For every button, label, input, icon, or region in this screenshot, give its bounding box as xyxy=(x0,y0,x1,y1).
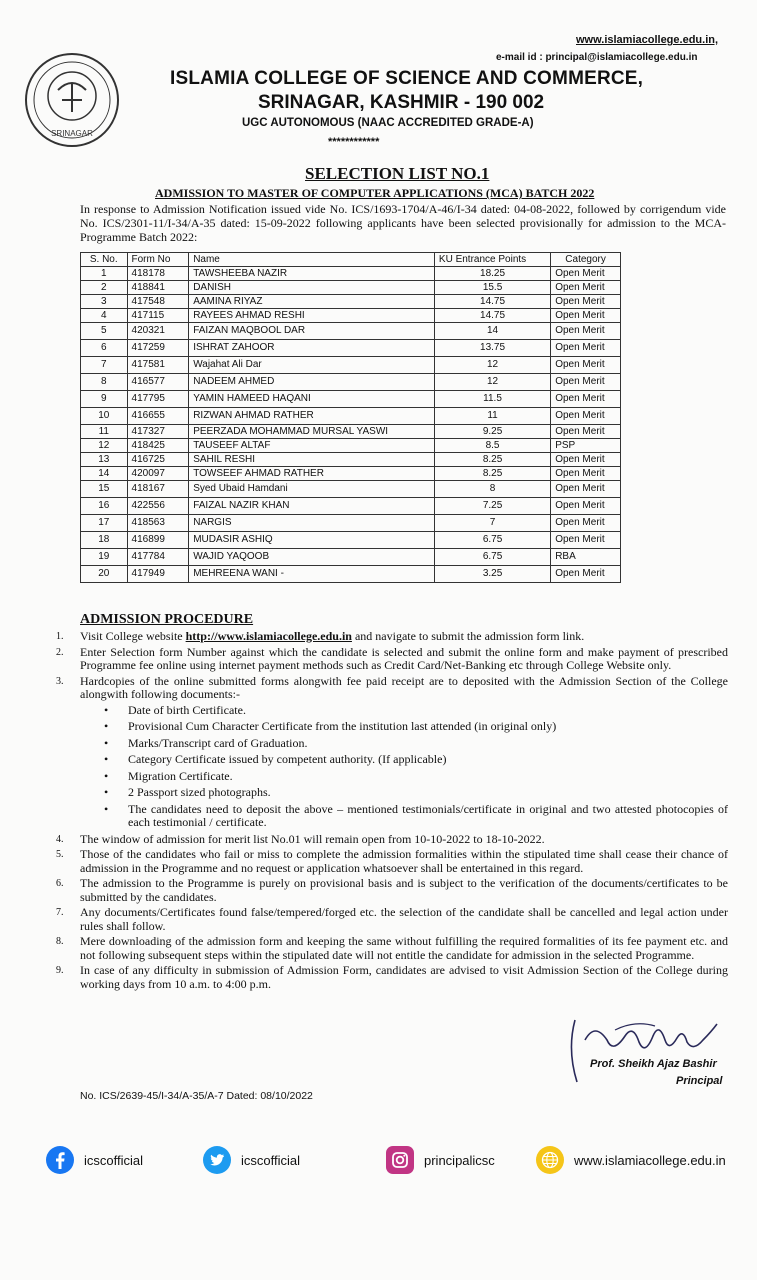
cell-sno: 2 xyxy=(81,281,128,295)
cell-name: RIZWAN AHMAD RATHER xyxy=(189,408,435,425)
cell-sno: 1 xyxy=(81,267,128,281)
item-text: The window of admission for merit list No.01 will remain open from 10-10-2022 to 18-10-2022. xyxy=(80,831,545,846)
logo-text: SRINAGAR xyxy=(51,129,93,138)
cell-name: NADEEM AHMED xyxy=(189,374,435,391)
item-text: Visit College website xyxy=(80,629,186,643)
col-sno: S. No. xyxy=(81,253,128,267)
item-text: and navigate to submit the admission form link. xyxy=(351,629,585,643)
cell-sno: 10 xyxy=(81,408,128,425)
cell-points: 9.25 xyxy=(434,425,550,439)
cell-sno: 20 xyxy=(81,566,128,583)
cell-sno: 6 xyxy=(81,340,128,357)
cell-category: Open Merit xyxy=(551,481,621,498)
header-email: e-mail id : principal@islamiacollege.edu.in xyxy=(496,52,698,63)
item-number: 3. xyxy=(56,675,64,687)
cell-points: 11 xyxy=(434,408,550,425)
cell-category: Open Merit xyxy=(551,323,621,340)
college-logo xyxy=(22,50,122,150)
procedure-item-3 xyxy=(56,675,728,702)
table-row xyxy=(81,267,621,281)
cell-points: 6.75 xyxy=(434,549,550,566)
cell-form-no: 418841 xyxy=(127,281,189,295)
cell-form-no: 416725 xyxy=(127,453,189,467)
cell-points: 14.75 xyxy=(434,295,550,309)
document-item: • Date of birth Certificate. xyxy=(104,702,246,717)
table-row xyxy=(81,481,621,498)
cell-points: 15.5 xyxy=(434,281,550,295)
table-row xyxy=(81,498,621,515)
cell-category: Open Merit xyxy=(551,425,621,439)
signatory-designation: Principal xyxy=(676,1075,723,1087)
cell-category: Open Merit xyxy=(551,391,621,408)
cell-form-no: 417327 xyxy=(127,425,189,439)
document-item: • Category Certificate issued by competent authority. (If applicable) xyxy=(104,752,447,766)
cell-name: SAHIL RESHI xyxy=(189,453,435,467)
reference-number: No. ICS/2639-45/I-34/A-35/A-7 Dated: 08/10/2022 xyxy=(80,1090,313,1102)
cell-points: 14.75 xyxy=(434,309,550,323)
instagram-handle: principalicsc xyxy=(424,1152,495,1168)
col-points: KU Entrance Points xyxy=(434,253,550,267)
cell-category: Open Merit xyxy=(551,498,621,515)
page-title: SELECTION LIST NO.1 xyxy=(305,164,490,183)
facebook-icon xyxy=(46,1146,74,1174)
table-row xyxy=(81,408,621,425)
cell-name: PEERZADA MOHAMMAD MURSAL YASWI xyxy=(189,425,435,439)
table-row xyxy=(81,309,621,323)
header-stars: ************ xyxy=(328,136,380,148)
cell-form-no: 420097 xyxy=(127,467,189,481)
cell-points: 8.25 xyxy=(434,467,550,481)
procedure-item-2 xyxy=(56,646,728,673)
cell-form-no: 416655 xyxy=(127,408,189,425)
cell-sno: 17 xyxy=(81,515,128,532)
footer-twitter[interactable] xyxy=(203,1146,300,1174)
cell-name: TAUSEEF ALTAF xyxy=(189,439,435,453)
table-row xyxy=(81,374,621,391)
cell-sno: 7 xyxy=(81,357,128,374)
cell-sno: 16 xyxy=(81,498,128,515)
item-number: 2. xyxy=(56,646,64,658)
item-text: Hardcopies of the online submitted forms alongwith fee paid receipt are to deposited with the Admission Section of the College alongwith following documents:- xyxy=(80,673,728,701)
table-row xyxy=(81,425,621,439)
cell-name: TAWSHEEBA NAZIR xyxy=(189,267,435,281)
cell-points: 8.25 xyxy=(434,453,550,467)
cell-points: 8 xyxy=(434,481,550,498)
cell-name: AAMINA RIYAZ xyxy=(189,295,435,309)
item-number: 9. xyxy=(56,965,64,976)
cell-points: 3.25 xyxy=(434,566,550,583)
instagram-icon xyxy=(386,1146,414,1174)
cell-points: 6.75 xyxy=(434,532,550,549)
procedure-item-6 xyxy=(56,877,728,904)
cell-name: Syed Ubaid Hamdani xyxy=(189,481,435,498)
cell-sno: 12 xyxy=(81,439,128,453)
cell-sno: 14 xyxy=(81,467,128,481)
table-row xyxy=(81,439,621,453)
bullet: • xyxy=(104,702,109,717)
bullet: • xyxy=(104,752,109,766)
cell-name: Wajahat Ali Dar xyxy=(189,357,435,374)
cell-category: Open Merit xyxy=(551,374,621,391)
table-row xyxy=(81,467,621,481)
procedure-item-5 xyxy=(56,848,728,875)
bullet: • xyxy=(104,785,109,799)
cell-category: Open Merit xyxy=(551,309,621,323)
cell-name: NARGIS xyxy=(189,515,435,532)
table-row xyxy=(81,281,621,295)
item-text: In case of any difficulty in submission of Admission Form, candidates are advised to visit Admission Section of the College during working days from 10 a.m. to 4:00 p.m. xyxy=(80,963,728,991)
cell-form-no: 418178 xyxy=(127,267,189,281)
cell-points: 14 xyxy=(434,323,550,340)
college-name: ISLAMIA COLLEGE OF SCIENCE AND COMMERCE, xyxy=(170,68,644,89)
cell-name: YAMIN HAMEED HAQANI xyxy=(189,391,435,408)
col-name: Name xyxy=(189,253,435,267)
table-row xyxy=(81,357,621,374)
procedure-list xyxy=(56,630,728,993)
twitter-handle: icscofficial xyxy=(241,1152,301,1168)
cell-form-no: 417795 xyxy=(127,391,189,408)
cell-name: FAIZAL NAZIR KHAN xyxy=(189,498,435,515)
cell-name: MEHREENA WANI - xyxy=(189,566,435,583)
table-row xyxy=(81,323,621,340)
item-text: Those of the candidates who fail or miss to complete the admission formalities within the stipulated time shall cease their chance of admission in the Programme and no request or application whatsoever shall be entertained in this regard. xyxy=(80,847,728,875)
cell-form-no: 417259 xyxy=(127,340,189,357)
table-body xyxy=(81,267,621,583)
table-row xyxy=(81,391,621,408)
cell-form-no: 418563 xyxy=(127,515,189,532)
signatory-name: Prof. Sheikh Ajaz Bashir xyxy=(590,1058,717,1070)
college-city: SRINAGAR, KASHMIR - 190 002 xyxy=(258,92,545,113)
item-number: 1. xyxy=(56,631,64,642)
cell-category: Open Merit xyxy=(551,467,621,481)
procedure-item-8 xyxy=(56,935,728,962)
selection-table xyxy=(80,252,621,583)
procedure-item-1 xyxy=(56,630,728,644)
cell-form-no: 417548 xyxy=(127,295,189,309)
document-item: • The candidates need to deposit the above – mentioned testimonials/certificate in original and two attested photocopies of each testimonial / certificate. xyxy=(104,801,728,829)
item-number: 6. xyxy=(56,878,64,889)
bullet: • xyxy=(104,735,109,750)
cell-sno: 3 xyxy=(81,295,128,309)
cell-name: MUDASIR ASHIQ xyxy=(189,532,435,549)
cell-name: TOWSEEF AHMAD RATHER xyxy=(189,467,435,481)
facebook-handle: icscofficial xyxy=(84,1152,144,1168)
cell-points: 12 xyxy=(434,374,550,391)
cell-category: Open Merit xyxy=(551,267,621,281)
cell-category: Open Merit xyxy=(551,515,621,532)
col-category: Category xyxy=(551,253,621,267)
cell-category: Open Merit xyxy=(551,295,621,309)
cell-name: ISHRAT ZAHOOR xyxy=(189,340,435,357)
cell-points: 13.75 xyxy=(434,340,550,357)
bullet: • xyxy=(104,719,109,733)
cell-category: Open Merit xyxy=(551,532,621,549)
footer-website[interactable] xyxy=(536,1146,726,1174)
item-number: 5. xyxy=(56,849,64,860)
cell-sno: 15 xyxy=(81,481,128,498)
cell-form-no: 416577 xyxy=(127,374,189,391)
table-row xyxy=(81,549,621,566)
document-item: • Provisional Cum Character Certificate from the institution last attended (in original only) xyxy=(104,719,557,733)
cell-category: Open Merit xyxy=(551,281,621,295)
cell-sno: 13 xyxy=(81,453,128,467)
globe-icon xyxy=(536,1146,564,1174)
item-number: 7. xyxy=(56,907,64,918)
table-row xyxy=(81,453,621,467)
cell-sno: 5 xyxy=(81,323,128,340)
table-row xyxy=(81,532,621,549)
cell-form-no: 417949 xyxy=(127,566,189,583)
college-website-link[interactable]: http://www.islamiacollege.edu.in xyxy=(185,629,352,643)
cell-category: PSP xyxy=(551,439,621,453)
intro-paragraph: In response to Admission Notification issued vide No. ICS/1693-1704/A-46/I-34 dated: 04-08-2022, followed by corrigendum vide No. ICS/2301-11/I-34/A-35 dated: 15-09-2022 following applicants have been selected provisionally for admission to the MCA-Programme Batch 2022: xyxy=(80,202,726,244)
table-row xyxy=(81,340,621,357)
cell-points: 8.5 xyxy=(434,439,550,453)
page-subtitle: ADMISSION TO MASTER OF COMPUTER APPLICATIONS (MCA) BATCH 2022 xyxy=(155,186,595,200)
cell-form-no: 418167 xyxy=(127,481,189,498)
cell-sno: 9 xyxy=(81,391,128,408)
website-url: www.islamiacollege.edu.in xyxy=(574,1152,726,1168)
cell-form-no: 422556 xyxy=(127,498,189,515)
cell-category: Open Merit xyxy=(551,340,621,357)
document-item: • Marks/Transcript card of Graduation. xyxy=(104,735,308,750)
accreditation: UGC AUTONOMOUS (NAAC ACCREDITED GRADE-A) xyxy=(242,117,534,129)
bullet: • xyxy=(104,768,109,783)
col-form-no: Form No xyxy=(127,253,189,267)
table-row xyxy=(81,295,621,309)
cell-name: RAYEES AHMAD RESHI xyxy=(189,309,435,323)
cell-form-no: 418425 xyxy=(127,439,189,453)
table-header-row xyxy=(81,253,621,267)
cell-points: 11.5 xyxy=(434,391,550,408)
cell-category: RBA xyxy=(551,549,621,566)
document-item: • Migration Certificate. xyxy=(104,768,233,783)
cell-points: 12 xyxy=(434,357,550,374)
procedure-heading: ADMISSION PROCEDURE xyxy=(80,612,254,627)
cell-name: DANISH xyxy=(189,281,435,295)
bullet: • xyxy=(104,801,109,816)
cell-form-no: 417784 xyxy=(127,549,189,566)
documents-list xyxy=(104,704,728,830)
footer-instagram[interactable] xyxy=(386,1146,495,1174)
cell-sno: 19 xyxy=(81,549,128,566)
cell-form-no: 417581 xyxy=(127,357,189,374)
document-item: • 2 Passport sized photographs. xyxy=(104,785,271,799)
header-website: www.islamiacollege.edu.in, xyxy=(576,34,719,46)
cell-points: 18.25 xyxy=(434,267,550,281)
cell-category: Open Merit xyxy=(551,566,621,583)
table-row xyxy=(81,566,621,583)
cell-form-no: 416899 xyxy=(127,532,189,549)
item-text: Any documents/Certificates found false/tempered/forged etc. the selection of the candidate shall be cancelled and legal action under rules shall follow. xyxy=(80,905,728,933)
cell-points: 7 xyxy=(434,515,550,532)
cell-form-no: 420321 xyxy=(127,323,189,340)
cell-category: Open Merit xyxy=(551,453,621,467)
procedure-item-4 xyxy=(56,833,728,847)
item-text: The admission to the Programme is purely on provisional basis and is subject to the verification of the documents/certificates to be submitted by the candidates. xyxy=(80,876,728,904)
cell-form-no: 417115 xyxy=(127,309,189,323)
cell-sno: 18 xyxy=(81,532,128,549)
item-number: 4. xyxy=(56,833,64,845)
twitter-icon xyxy=(203,1146,231,1174)
table-row xyxy=(81,515,621,532)
item-text: Mere downloading of the admission form and keeping the same without fulfilling the required formalities of its fee payment etc. and not following subsequent steps within the stipulated date will not entitle the candidate for admission in the selected Programme. xyxy=(80,934,728,962)
cell-category: Open Merit xyxy=(551,408,621,425)
cell-sno: 8 xyxy=(81,374,128,391)
cell-name: WAJID YAQOOB xyxy=(189,549,435,566)
item-text: Enter Selection form Number against which the candidate is selected and submit the online form and make payment of prescribed Programme fee online using internet payment methods such as Credit Card/Net-Banking etc through College Website only. xyxy=(80,644,728,672)
footer-facebook[interactable] xyxy=(46,1146,143,1174)
cell-sno: 4 xyxy=(81,309,128,323)
procedure-item-9 xyxy=(56,964,728,991)
cell-category: Open Merit xyxy=(551,357,621,374)
cell-name: FAIZAN MAQBOOL DAR xyxy=(189,323,435,340)
cell-points: 7.25 xyxy=(434,498,550,515)
cell-sno: 11 xyxy=(81,425,128,439)
procedure-item-7 xyxy=(56,906,728,933)
item-number: 8. xyxy=(56,936,64,947)
